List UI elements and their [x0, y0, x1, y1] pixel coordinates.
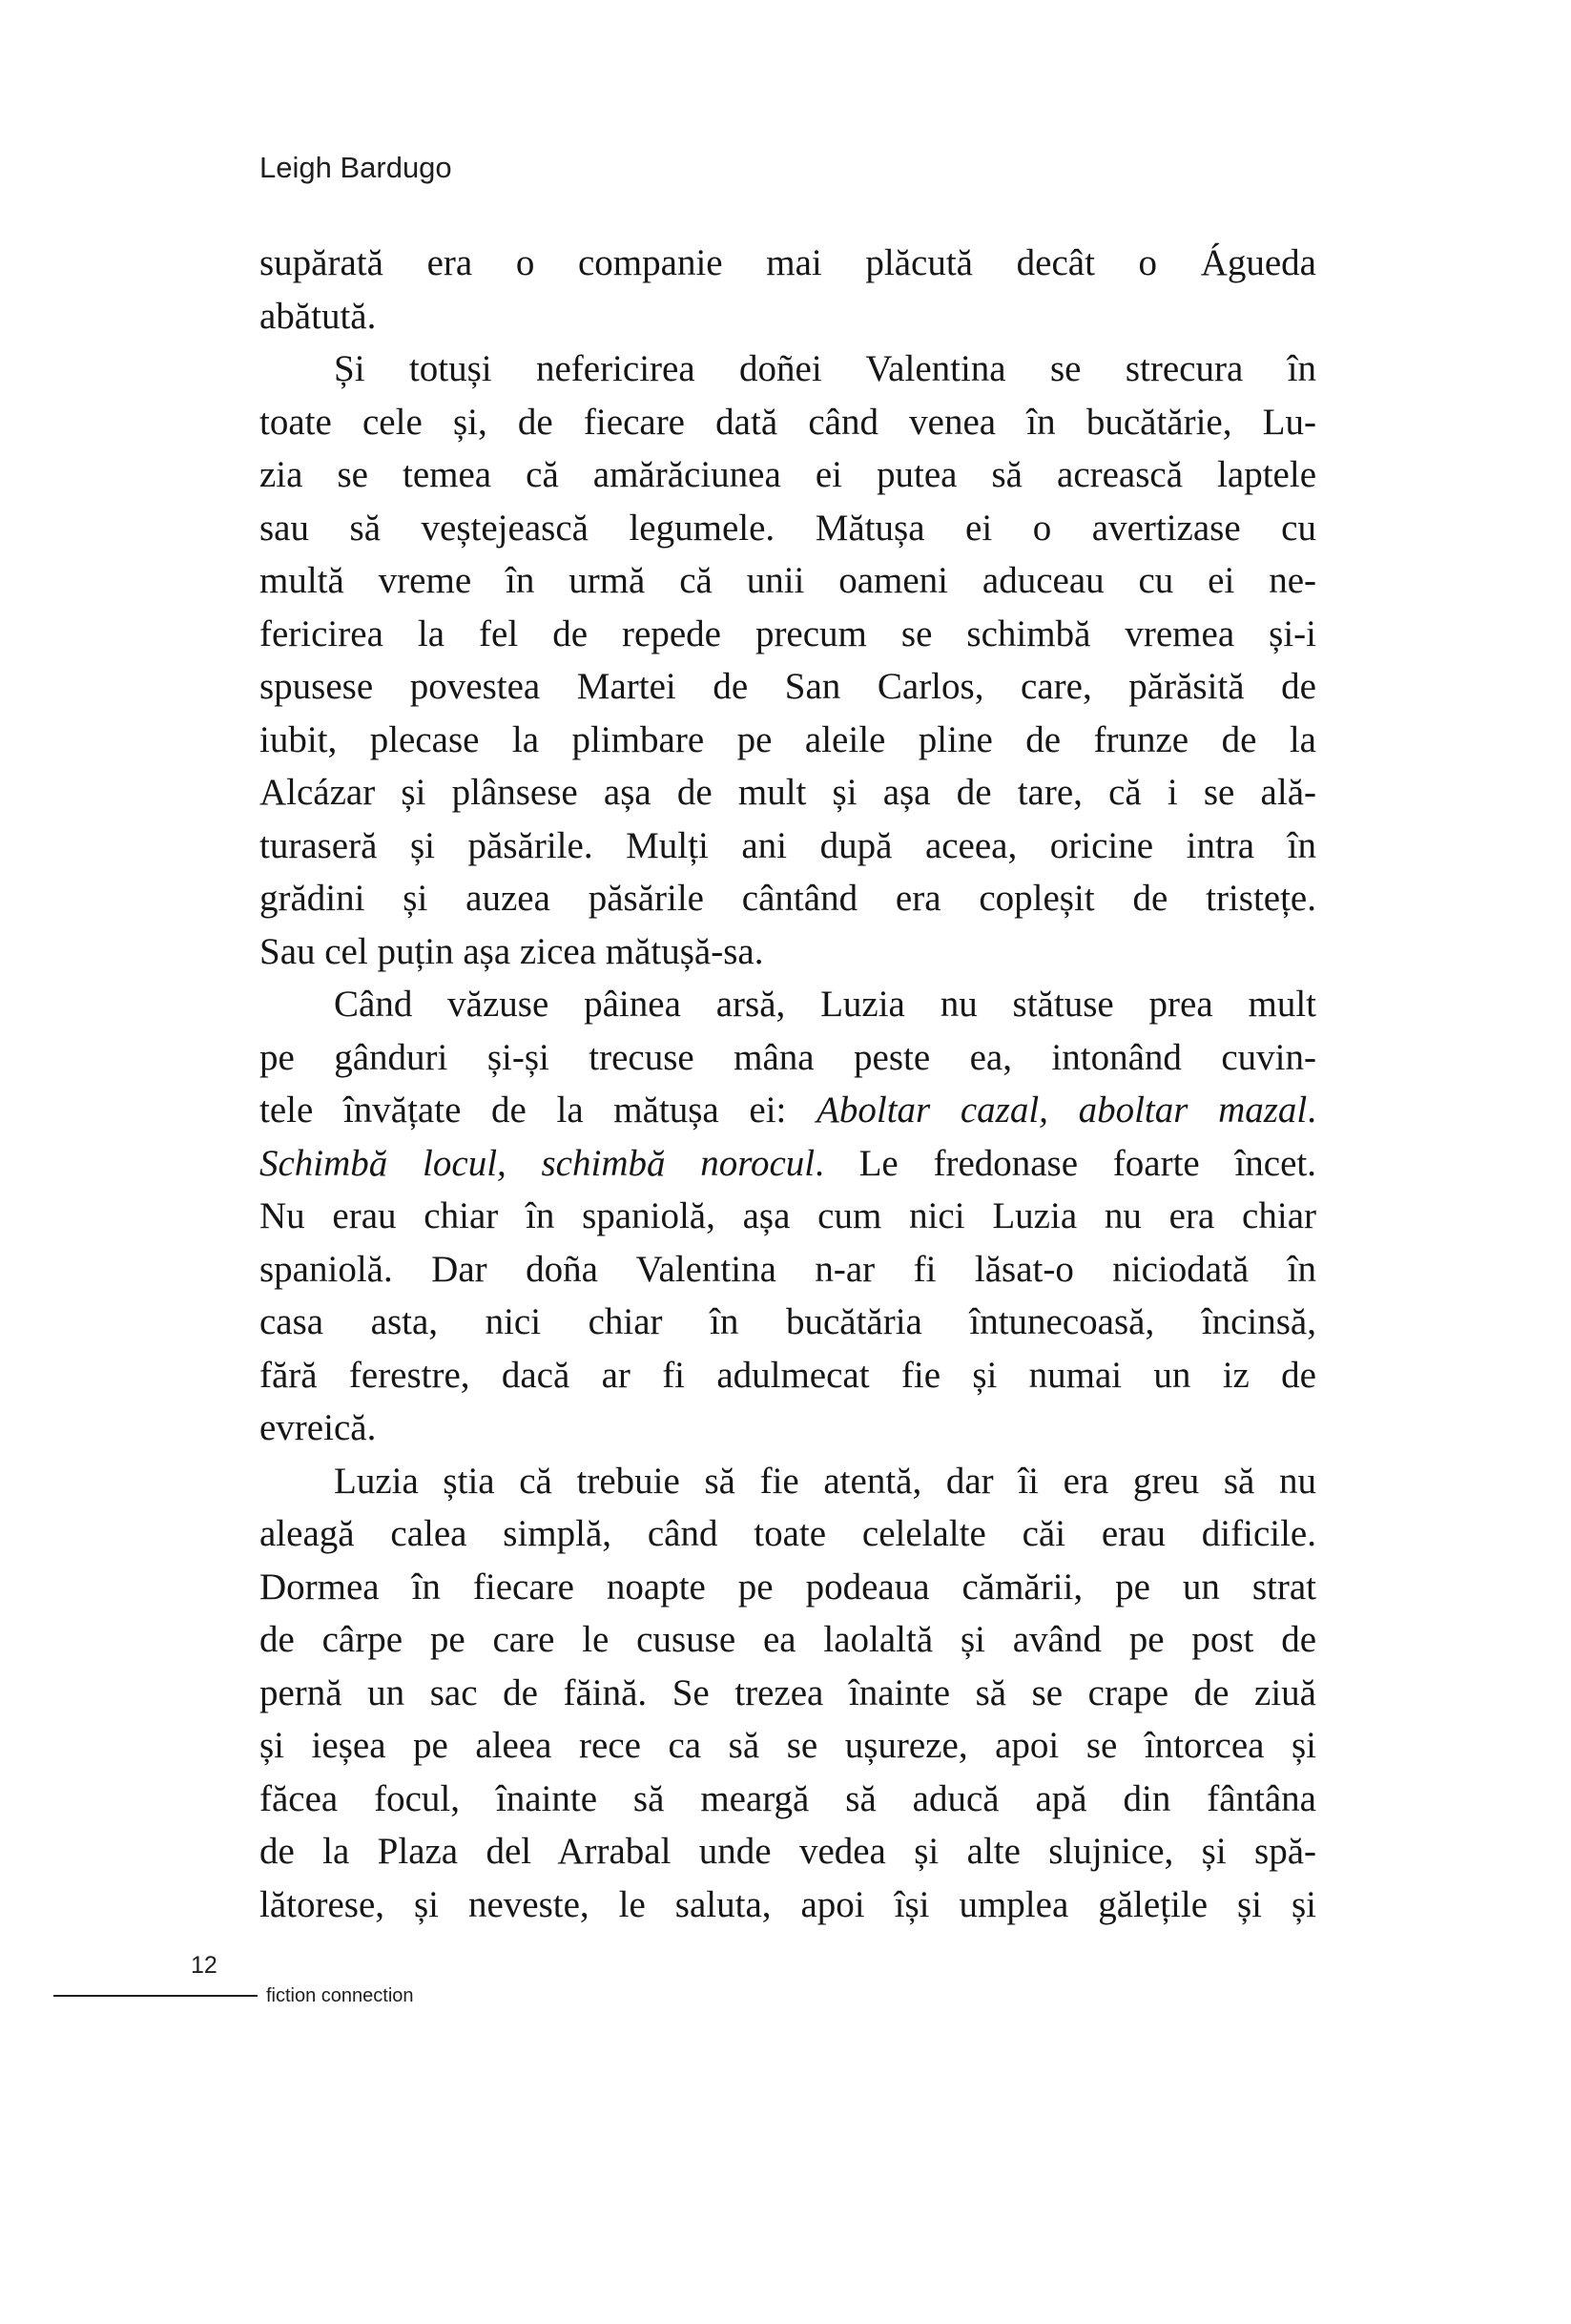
body-text — [259, 237, 1316, 1931]
text-line: fără ferestre, dacă ar fi adulmecat fie și numai un iz de — [259, 1354, 1316, 1396]
text-line: zia se temea că amărăciunea ei putea să acrească laptele — [259, 454, 1316, 495]
running-head-author: Leigh Bardugo — [259, 151, 452, 184]
text-line: aleagă calea simplă, când toate celelalte căi erau dificile. — [259, 1513, 1316, 1554]
text-line: fericirea la fel de repede precum se schimbă vremea și-i — [259, 612, 1316, 654]
text-line: Dormea în fiecare noapte pe podeaua cămării, pe un strat — [259, 1566, 1316, 1608]
text-line: Și totuși nefericirea doñei Valentina se strecura în — [334, 348, 1316, 389]
text-span: . — [1307, 1089, 1316, 1131]
text-line: Nu erau chiar în spaniolă, așa cum nici Luzia nu era chiar — [259, 1195, 1316, 1236]
text-line — [259, 1084, 1316, 1137]
text-line: multă vreme în urmă că unii oameni aduceau cu ei ne- — [259, 560, 1316, 601]
footer-series-label: fiction connection — [266, 1985, 414, 2006]
text-line: abătută. — [259, 295, 377, 337]
text-line: Sau cel puțin așa zicea mătușă-sa. — [259, 930, 764, 972]
text-line: Luzia știa că trebuie să fie atentă, dar îi era greu să nu — [334, 1460, 1316, 1502]
text-line: pe gânduri și-și trecuse mâna peste ea, intonând cuvin- — [259, 1036, 1316, 1078]
text-line: turaseră și păsările. Mulți ani după aceea, oricine intra în — [259, 824, 1316, 866]
text-line: sau să veștejească legumele. Mătușa ei o avertizase cu — [259, 507, 1316, 549]
page-number: 12 — [191, 1952, 217, 1979]
italic-phrase: Schimbă locul, schimbă norocul — [259, 1142, 816, 1184]
text-line: evreică. — [259, 1407, 377, 1448]
text-line: spaniolă. Dar doña Valentina n-ar fi lăsat-o niciodată în — [259, 1248, 1316, 1290]
text-line: și ieșea pe aleea rece ca să se ușureze, apoi se întorcea și — [259, 1725, 1316, 1766]
footer-rule — [53, 1995, 258, 1997]
text-line: supărată era o companie mai plăcută decât o Águeda — [259, 242, 1316, 283]
text-line: iubit, plecase la plimbare pe aleile pline de frunze de la — [259, 718, 1316, 760]
text-line: toate cele și, de fiecare dată când venea în bucătărie, Lu- — [259, 401, 1316, 443]
text-line: de la Plaza del Arrabal unde vedea și alte slujnice, și spă- — [259, 1831, 1316, 1872]
italic-phrase: Aboltar cazal, aboltar mazal — [817, 1089, 1308, 1131]
text-line: casa asta, nici chiar în bucătăria întunecoasă, încinsă, — [259, 1301, 1316, 1342]
text-line: pernă un sac de făină. Se trezea înainte să se crape de ziuă — [259, 1671, 1316, 1713]
text-line: Alcázar și plânsese așa de mult și așa de tare, că i se ală- — [259, 772, 1316, 813]
text-line — [259, 1137, 1316, 1191]
text-line: spusese povestea Martei de San Carlos, care, părăsită de — [259, 666, 1316, 707]
text-span: . Le fredonase foarte încet. — [815, 1142, 1316, 1184]
text-line: de cârpe pe care le cususe ea laolaltă și având pe post de — [259, 1619, 1316, 1660]
text-span: tele învățate de la mătușa ei: — [259, 1089, 817, 1131]
text-line: grădini și auzea păsările cântând era copleșit de tristețe. — [259, 878, 1316, 919]
text-line: Când văzuse pâinea arsă, Luzia nu stătuse prea mult — [334, 984, 1316, 1025]
text-line: făcea focul, înainte să meargă să aducă apă din fântâna — [259, 1777, 1316, 1819]
text-line: lătorese, și neveste, le saluta, apoi își umplea gălețile și și — [259, 1883, 1316, 1925]
